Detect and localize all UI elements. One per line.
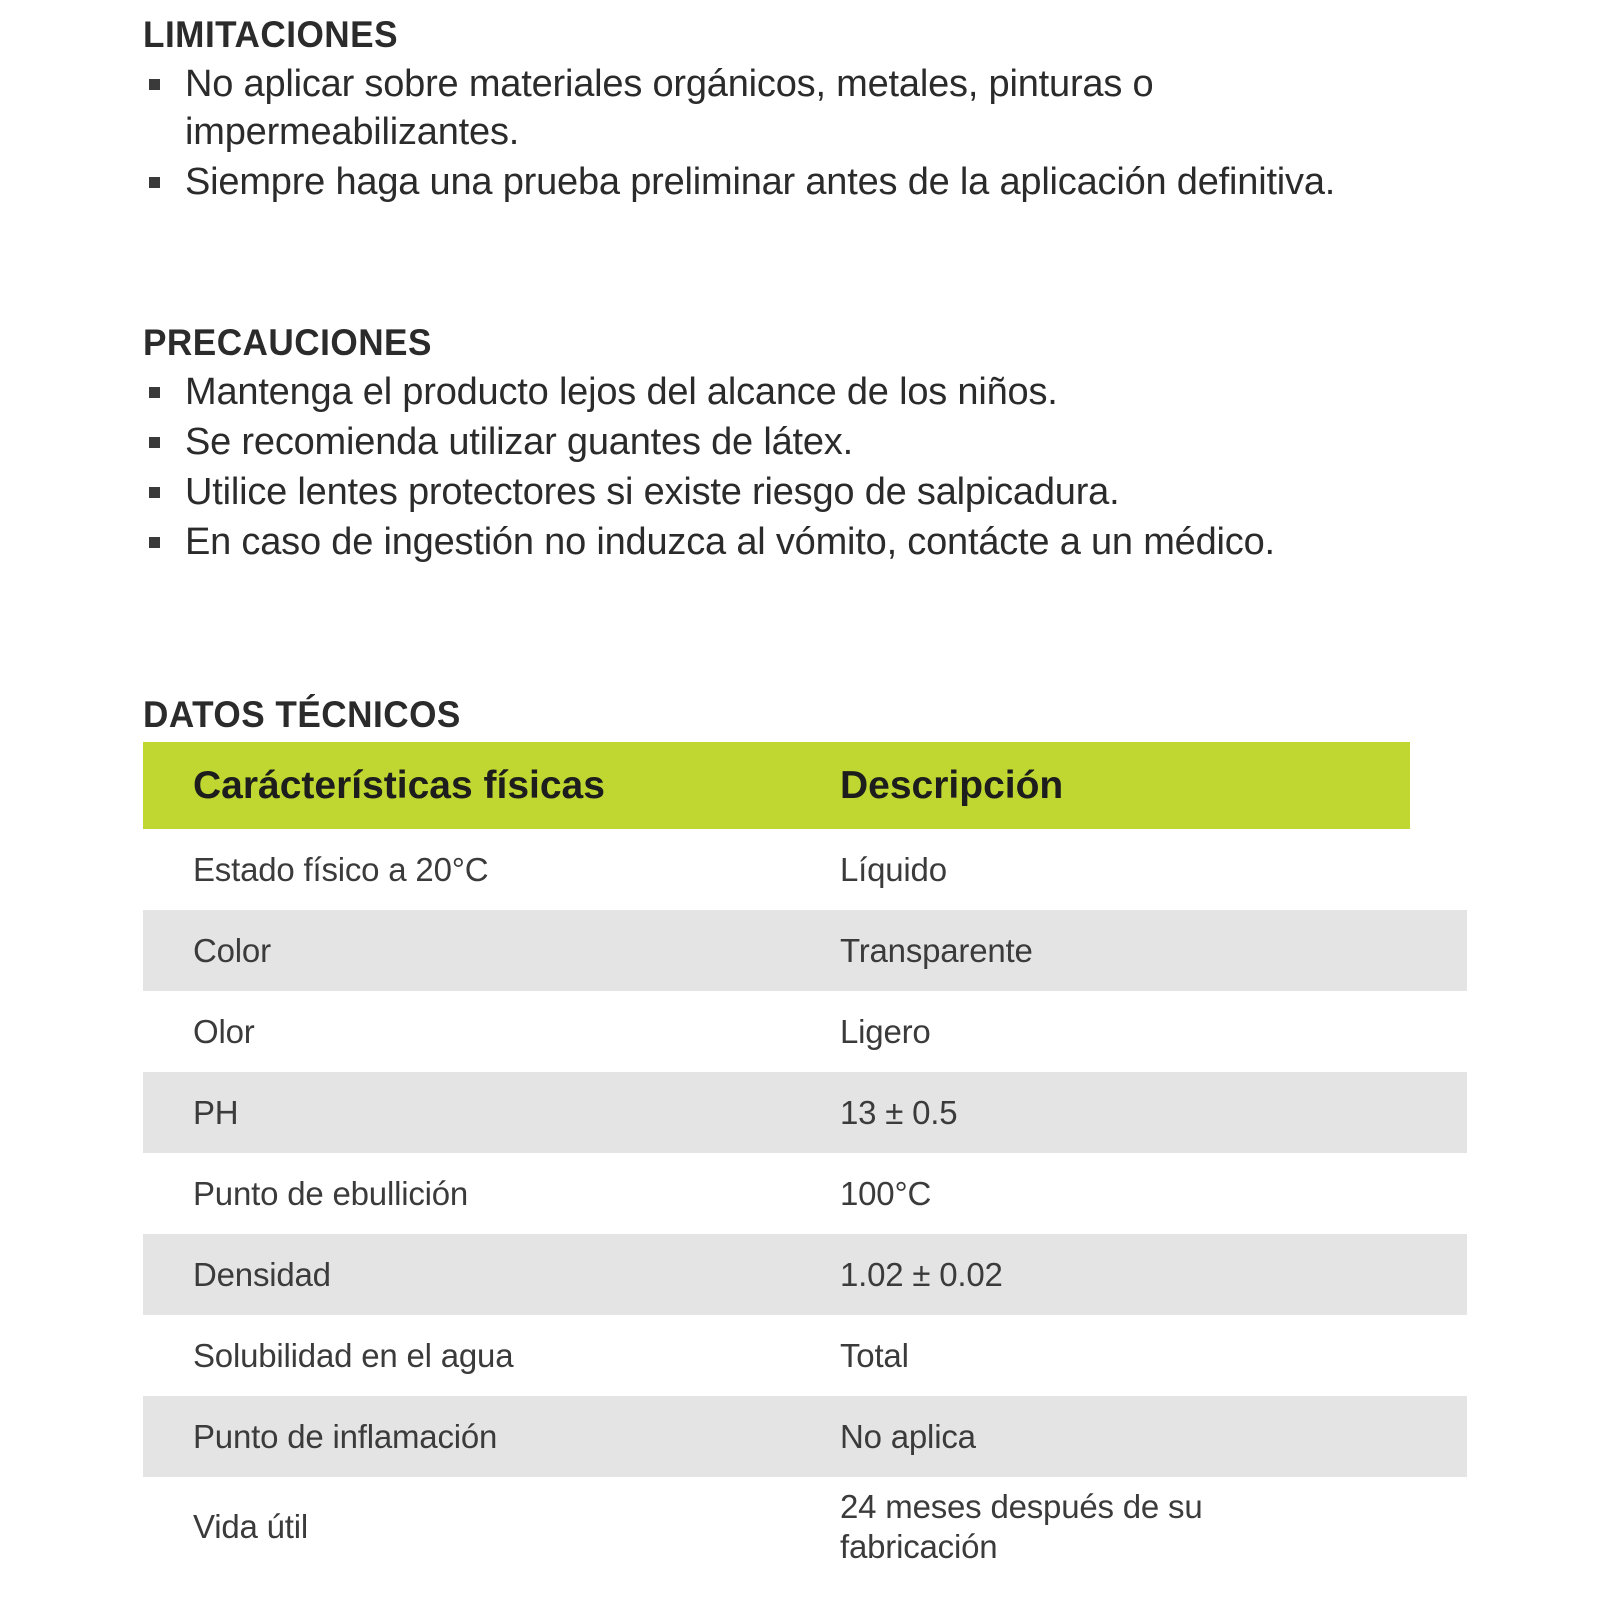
table-row	[143, 1072, 1467, 1153]
column-header-caracteristicas: Carácterísticas físicas	[193, 763, 605, 807]
list-item	[143, 60, 1413, 156]
cell-feature: Solubilidad en el agua	[193, 1336, 514, 1374]
cell-description: Líquido	[840, 850, 947, 888]
list-item	[143, 368, 1413, 416]
list-item	[143, 468, 1413, 516]
table-row	[143, 829, 1467, 910]
cell-description: Transparente	[840, 931, 1033, 969]
table-row	[143, 1153, 1467, 1234]
list-item-label: Mantenga el producto lejos del alcance de los niños.	[185, 371, 1058, 413]
section-heading-datos-tecnicos: DATOS TÉCNICOS	[143, 694, 461, 735]
cell-feature: Vida útil	[193, 1508, 309, 1545]
list-item-label: No aplicar sobre materiales orgánicos, metales, pinturas o impermeabilizantes.	[185, 63, 1154, 153]
cell-feature: Punto de ebullición	[193, 1174, 469, 1212]
table-row	[143, 1477, 1467, 1577]
column-header-descripcion: Descripción	[840, 763, 1064, 807]
square-bullet-icon	[149, 437, 160, 448]
section-heading-precauciones: PRECAUCIONES	[143, 322, 432, 363]
table-row	[143, 1396, 1467, 1477]
limitaciones-list	[143, 60, 1413, 208]
cell-feature: PH	[193, 1093, 239, 1131]
cell-description: Ligero	[840, 1012, 931, 1050]
cell-description: 13 ± 0.5	[840, 1093, 958, 1131]
list-item	[143, 158, 1413, 206]
table-row	[143, 910, 1467, 991]
table-row	[143, 1315, 1467, 1396]
list-item-label: Siempre haga una prueba preliminar antes de la aplicación definitiva.	[185, 161, 1336, 203]
cell-feature: Olor	[193, 1012, 255, 1050]
table-row	[143, 991, 1467, 1072]
cell-description: Total	[840, 1336, 909, 1374]
list-item-label: Utilice lentes protectores si existe riesgo de salpicadura.	[185, 471, 1120, 513]
cell-feature: Color	[193, 931, 271, 969]
precauciones-list	[143, 368, 1413, 568]
list-item-label: En caso de ingestión no induzca al vómito, contácte a un médico.	[185, 521, 1275, 563]
cell-feature: Punto de inflamación	[193, 1417, 498, 1455]
square-bullet-icon	[149, 387, 160, 398]
cell-description: No aplica	[840, 1417, 976, 1455]
cell-description: 1.02 ± 0.02	[840, 1255, 1003, 1293]
technical-data-table	[143, 742, 1467, 1577]
table-row	[143, 1234, 1467, 1315]
square-bullet-icon	[149, 177, 160, 188]
cell-description: 100°C	[840, 1174, 932, 1212]
section-heading-limitaciones: LIMITACIONES	[143, 14, 399, 55]
square-bullet-icon	[149, 487, 160, 498]
list-item-label: Se recomienda utilizar guantes de látex.	[185, 421, 853, 463]
list-item	[143, 418, 1413, 466]
cell-description: 24 meses después de su fabricación	[840, 1488, 1203, 1565]
list-item	[143, 518, 1413, 566]
cell-feature: Estado físico a 20°C	[193, 850, 489, 888]
cell-feature: Densidad	[193, 1255, 331, 1293]
square-bullet-icon	[149, 537, 160, 548]
table-header-row	[143, 742, 1410, 829]
square-bullet-icon	[149, 79, 160, 90]
